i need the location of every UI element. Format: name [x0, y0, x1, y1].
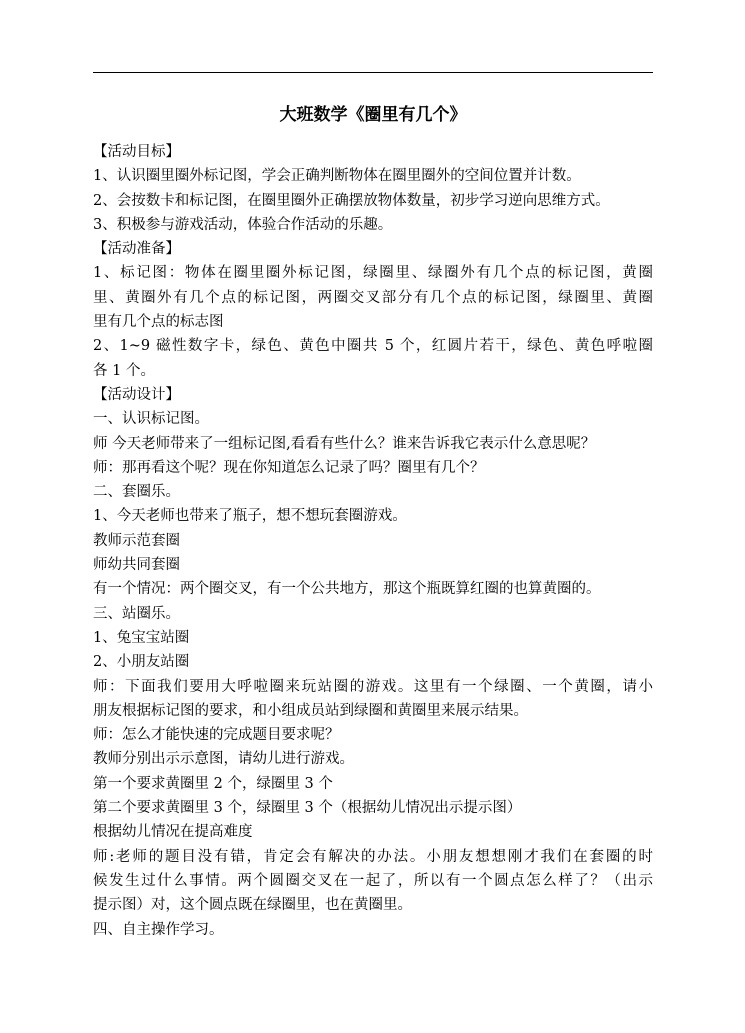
text-line: 2、小朋友站圈 [93, 654, 190, 671]
text-line: 【活动目标】 [93, 144, 180, 160]
text-line: 师幼共同套圈 [93, 557, 180, 574]
text-line: 师：下面我们要用大呼啦圈来玩站圈的游戏。这里有一个绿圈、一个黄圈，请小 [93, 678, 653, 695]
text-line: 1、兔宝宝站圈 [93, 629, 190, 646]
text-line: 3、积极参与游戏活动，体验合作活动的乐趣。 [93, 216, 393, 233]
text-line: 【活动准备】 [93, 241, 180, 258]
text-line: 【活动设计】 [93, 386, 180, 403]
document-body [93, 140, 653, 942]
header-rule [93, 72, 653, 73]
text-line: 各 1 个。 [93, 362, 155, 379]
text-line: 根据幼儿情况在提高难度 [93, 824, 253, 841]
text-line: 朋友根据标记图的要求，和小组成员站到绿圈和黄圈里来展示结果。 [93, 702, 528, 719]
text-line: 三、站圈乐。 [93, 605, 180, 622]
text-line: 提示图）对，这个圆点既在绿圈里，也在黄圈里。 [93, 897, 412, 914]
text-line: 师:老师的题目没有错，肯定会有解决的办法。小朋友想想刚才我们在套圈的时 [93, 848, 653, 865]
text-line: 第二个要求黄圈里 3 个，绿圈里 3 个（根据幼儿情况出示提示图） [93, 800, 522, 817]
text-line: 师：那再看这个呢？现在你知道怎么记录了吗？圈里有几个？ [93, 459, 485, 476]
text-line: 1、标记图：物体在圈里圈外标记图，绿圈里、绿圈外有几个点的标记图，黄圈 [93, 265, 653, 282]
text-line: 师：怎么才能快速的完成题目要求呢？ [93, 727, 340, 744]
text-line: 教师示范套圈 [93, 532, 180, 549]
text-line: 2、会按数卡和标记图，在圈里圈外正确摆放物体数量，初步学习逆向思维方式。 [93, 192, 610, 209]
text-line: 一、认识标记图。 [93, 411, 209, 428]
text-line: 师 今天老师带来了一组标记图,看看有些什么？谁来告诉我它表示什么意思呢？ [93, 435, 596, 452]
text-line: 候发生过什么事情。两个圆圈交叉在一起了，所以有一个圆点怎么样了？（出示 [93, 872, 653, 889]
text-line: 1、今天老师也带来了瓶子，想不想玩套圈游戏。 [93, 508, 407, 525]
text-line: 1、认识圈里圈外标记图，学会正确判断物体在圈里圈外的空间位置并计数。 [93, 168, 581, 185]
text-line: 有一个情况：两个圈交叉，有一个公共地方，那这个瓶既算红圈的也算黄圈的。 [93, 581, 601, 598]
text-line: 里有几个点的标志图 [93, 314, 224, 331]
text-line: 2、1~9 磁性数字卡，绿色、黄色中圈共 5 个，红圆片若干，绿色、黄色呼啦圈 [93, 338, 653, 355]
text-line: 教师分别出示示意图，请幼儿进行游戏。 [93, 751, 354, 768]
text-line: 里、黄圈外有几个点的标记图，两圈交叉部分有几个点的标记图，绿圈里、黄圈 [93, 289, 653, 306]
text-line: 四、自主操作学习。 [93, 921, 224, 938]
text-line: 第一个要求黄圈里 2 个，绿圈里 3 个 [93, 775, 333, 792]
text-line: 二、套圈乐。 [93, 484, 180, 501]
document-title: 大班数学《圈里有几个》 [279, 105, 467, 125]
